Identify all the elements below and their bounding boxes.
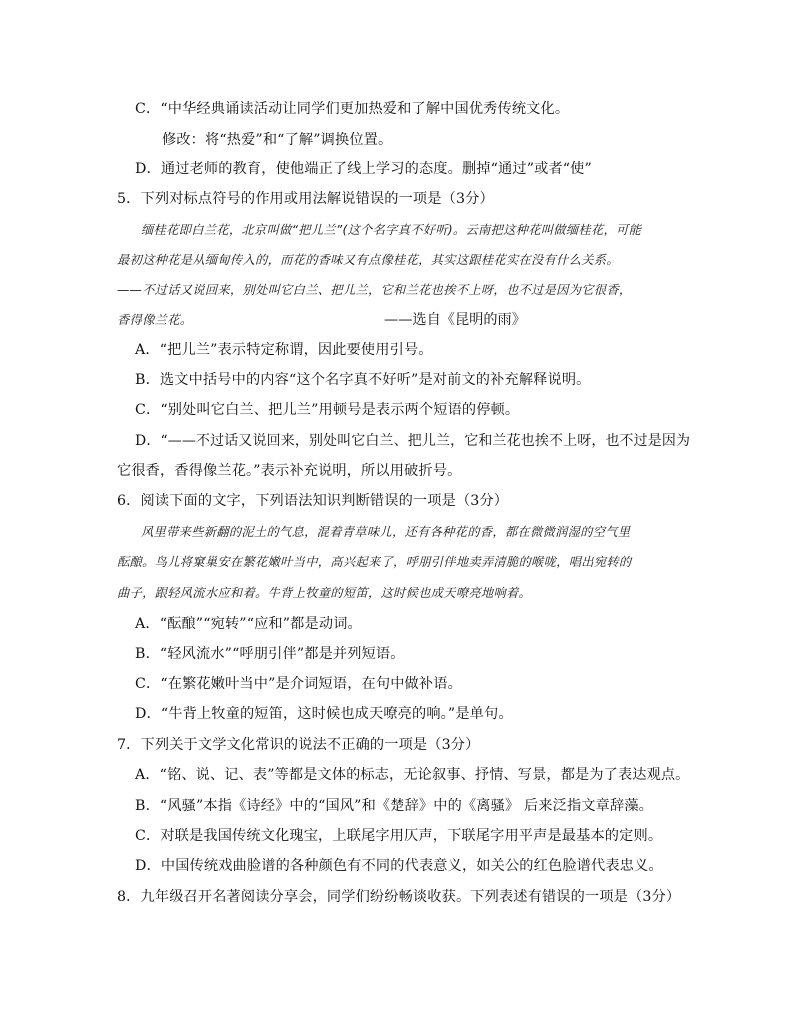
q5-option-c: C．“别处叫它白兰、把儿兰”用顿号是表示两个短语的停顿。 xyxy=(135,402,520,418)
q7-stem: 7．下列关于文学文化常识的说法不正确的一项是（3分） xyxy=(117,737,480,753)
q6-passage-line-2: 酝酿。鸟儿将窠巢安在繁花嫩叶当中，高兴起来了，呼朋引伴地卖弄清脆的喉咙，唱出宛转的 xyxy=(117,555,632,569)
q5-passage-line-4: 香得像兰花。 xyxy=(117,313,193,327)
q5-source: ——选自《昆明的雨》 xyxy=(384,312,526,328)
q5-option-a: A．“把儿兰”表示特定称谓，因此要使用引号。 xyxy=(135,342,433,358)
q6-stem: 6．阅读下面的文字，下列语法知识判断错误的一项是（3分） xyxy=(117,493,509,509)
q6-option-a: A．“酝酿”“宛转”“应和”都是动词。 xyxy=(135,616,362,632)
q5-passage-line-1: 缅桂花即白兰花，北京叫做“把儿兰”(这个名字真不好听)。云南把这种花叫做缅桂花，可能 xyxy=(141,223,642,237)
q4-option-d: D．通过老师的教育，使他端正了线上学习的态度。删掉“通过”或者“使” xyxy=(135,161,592,177)
q7-option-b: B．“风骚”本指《诗经》中的“国风”和《楚辞》中的《离骚》 后来泛指文章辞藻。 xyxy=(135,798,653,814)
q5-passage-line-3: ——不过话又说回来，别处叫它白兰、把儿兰，它和兰花也挨不上呀，也不过是因为它很香， xyxy=(117,283,632,297)
q7-option-c: C．对联是我国传统文化瑰宝，上联尾字用仄声，下联尾字用平声是最基本的定则。 xyxy=(135,828,663,844)
q6-option-c: C．“在繁花嫩叶当中”是介词短语，在句中做补语。 xyxy=(135,676,462,692)
q5-stem: 5．下列对标点符号的作用或用法解说错误的一项是（3分） xyxy=(117,191,494,207)
q5-option-b: B．选文中括号中的内容“这个名字真不好听”是对前文的补充解释说明。 xyxy=(135,372,591,388)
q7-option-a: A．“铭、说、记、表”等都是文体的标志，无论叙事、抒情、写景，都是为了表达观点。 xyxy=(135,767,690,783)
q5-option-d-line-2: 它很香，香得像兰花。”表示补充说明，所以用破折号。 xyxy=(117,463,462,479)
q8-stem: 8．九年级召开名著阅读分享会，同学们纷纷畅谈收获。下列表述有错误的一项是（3分） xyxy=(117,889,681,905)
q6-option-b: B．“轻风流水”“呼朋引伴”都是并列短语。 xyxy=(135,646,405,662)
q6-passage-line-3: 曲子，跟轻风流水应和着。牛背上牧童的短笛，这时候也成天嘹亮地响着。 xyxy=(117,586,532,600)
q5-passage-line-2: 最初这种花是从缅甸传入的，而花的香味又有点像桂花，其实这跟桂花实在没有什么关系。 xyxy=(117,253,619,267)
q4-option-c: C．“中华经典诵读活动让同学们更加热爱和了解中国优秀传统文化。 xyxy=(135,101,570,117)
q7-option-d: D．中国传统戏曲脸谱的各种颜色有不同的代表意义，如关公的红色脸谱代表忠义。 xyxy=(135,858,663,874)
q6-passage-line-1: 风里带来些新翻的泥土的气息，混着青草味儿，还有各种花的香，都在微微润湿的空气里 xyxy=(141,525,631,539)
q6-option-d: D．“牛背上牧童的短笛，这时候也成天嘹亮的响。”是单句。 xyxy=(135,706,513,722)
q5-option-d-line-1: D．“——不过话又说回来，别处叫它白兰、把儿兰，它和兰花也挨不上呀，也不过是因为 xyxy=(135,433,691,449)
q4-option-c-fix: 修改：将“热爱”和“了解”调换位置。 xyxy=(162,132,393,148)
